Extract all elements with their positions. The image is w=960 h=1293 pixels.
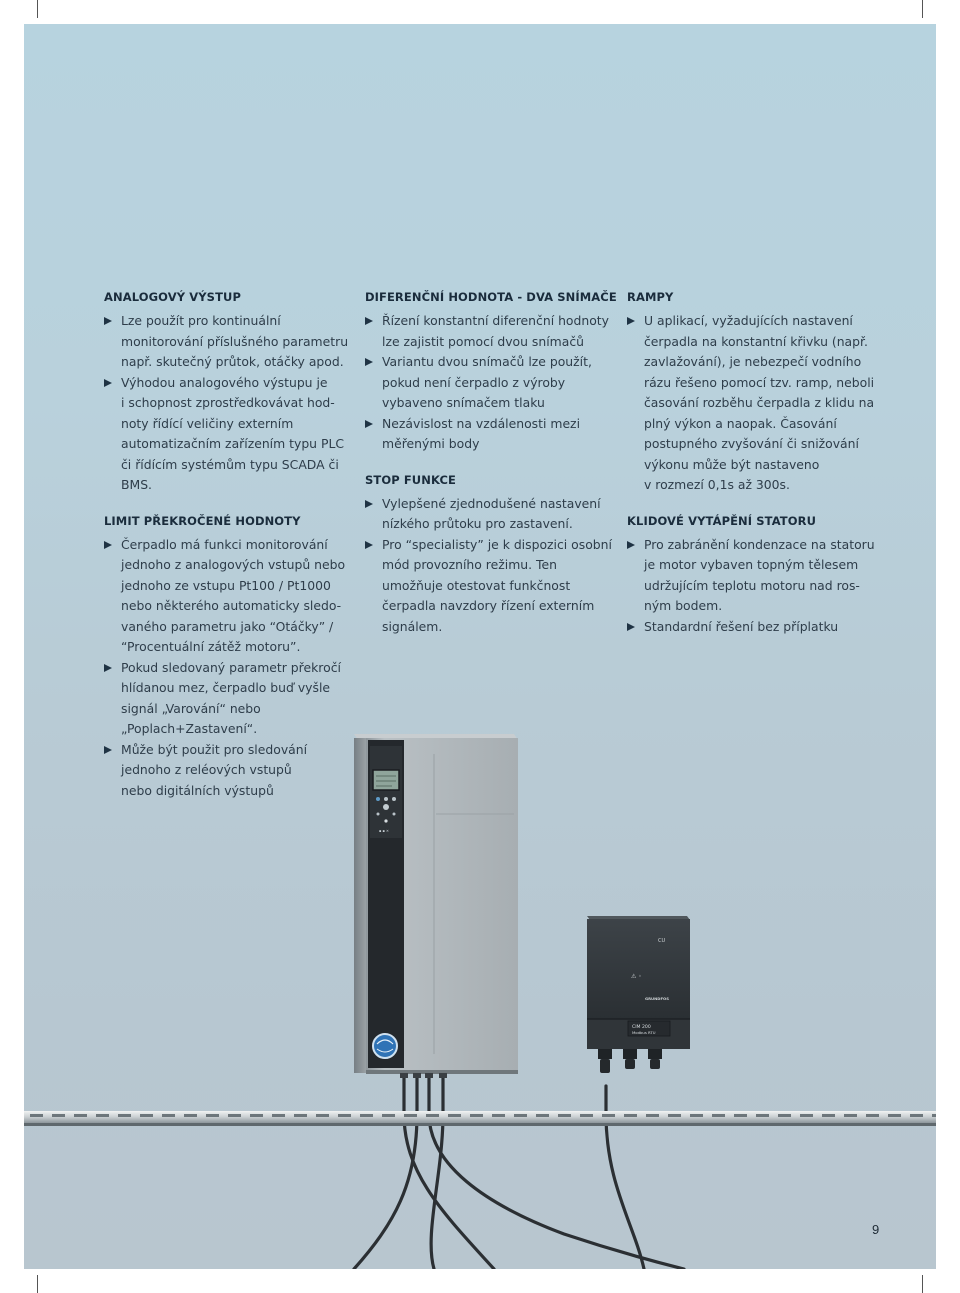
bullet-arrow-icon	[104, 317, 112, 325]
control-unit	[587, 916, 690, 1073]
section-heading: KLIDOVÉ VYTÁPĚNÍ STATORU	[627, 513, 817, 528]
rail-slot	[778, 1114, 791, 1117]
rail-slot	[866, 1114, 879, 1117]
list-item-line: postupného zvyšování či snižování	[644, 436, 859, 451]
cim-label-line2: Modbus RTU	[632, 1030, 656, 1035]
rail-slot	[734, 1114, 747, 1117]
text-section	[627, 289, 887, 496]
column-middle	[365, 289, 625, 654]
rail-slot	[118, 1114, 131, 1117]
section-heading: RAMPY	[627, 290, 674, 304]
list-item-line: čerpadla navzdory řízení externím	[382, 598, 595, 613]
list-item-line: Vylepšené zjednodušené nastavení	[382, 495, 601, 511]
rail-slot	[162, 1114, 175, 1117]
bullet-list	[365, 311, 625, 455]
bullet-arrow-icon	[104, 746, 112, 754]
bullet-list	[627, 311, 887, 496]
rail-slot	[140, 1114, 153, 1117]
rail-slot	[96, 1114, 109, 1117]
rail-slot	[690, 1114, 703, 1117]
status-led-icons: ⚠ ◦	[631, 973, 642, 980]
list-item-line: vaného parametru jako “Otáčky” /	[121, 618, 334, 634]
crop-mark	[37, 1275, 38, 1293]
list-item-line: Může být použit pro sledování	[121, 741, 308, 757]
rail-slot	[294, 1114, 307, 1117]
text-section	[627, 513, 887, 638]
rail-slot	[30, 1114, 43, 1117]
list-item-line: Pro zabránění kondenzace na statoru	[644, 536, 875, 552]
list-item-line: vybaveno snímačem tlaku	[382, 395, 545, 410]
list-item-line: U aplikací, vyžadujících nastavení	[644, 313, 853, 328]
column-right	[627, 289, 887, 654]
bullet-arrow-icon	[627, 317, 635, 325]
bullet-arrow-icon	[365, 358, 373, 366]
cables	[354, 1066, 684, 1269]
rail-slot	[52, 1114, 65, 1117]
rail-slot	[602, 1114, 615, 1117]
rail-slot	[448, 1114, 461, 1117]
rail-slot	[536, 1114, 549, 1117]
rail-slot	[228, 1114, 241, 1117]
list-item	[365, 414, 625, 455]
column-left	[104, 289, 349, 818]
list-item-line: výkonu může být nastaveno	[644, 456, 820, 472]
list-item	[627, 311, 887, 496]
list-item-line: nebo některého automaticky sledo-	[121, 598, 342, 613]
list-item-line: měřenými body	[382, 436, 480, 451]
list-item	[104, 740, 344, 802]
list-item-line: signál „Varování“ nebo	[121, 700, 261, 716]
list-item-line: Variantu dvou snímačů lze použít,	[382, 354, 592, 369]
list-item-line: ným bodem.	[644, 598, 723, 613]
rail-slot	[514, 1114, 527, 1117]
list-item-line: nízkého průtoku pro zastavení.	[382, 516, 573, 531]
bullet-arrow-icon	[365, 500, 373, 508]
rail-slot	[646, 1114, 659, 1117]
bullet-arrow-icon	[104, 664, 112, 672]
rail-slot	[404, 1114, 417, 1117]
list-item-line: mód provozního režimu. Ten	[382, 557, 557, 572]
list-item-line: rázu řešeno pomocí tzv. ramp, neboli	[644, 374, 875, 390]
list-item-line: v rozmezí 0,1s až 300s.	[644, 477, 790, 492]
rail-slot	[668, 1114, 681, 1117]
bullet-list	[104, 535, 344, 802]
bullet-arrow-icon	[627, 623, 635, 631]
rail-slot	[360, 1114, 373, 1117]
list-item-line: časování rozběhu čerpadla z klidu na	[644, 395, 875, 410]
rail-slot	[74, 1114, 87, 1117]
list-item-line: “Procentuální zátěž motoru”.	[121, 639, 301, 654]
text-section	[365, 289, 625, 455]
list-item-line: noty řídící veličiny externím	[121, 415, 294, 431]
list-item-line: jednoho z analogových vstupů nebo	[121, 557, 346, 572]
crop-mark	[922, 0, 923, 18]
list-item-line: Pro “specialisty” je k dispozici osobní	[382, 536, 612, 552]
list-item-line: automatizačním zařízením typu PLC	[121, 436, 345, 451]
rail-slot	[426, 1114, 439, 1117]
list-item	[104, 658, 344, 740]
list-item-line: BMS.	[121, 477, 152, 492]
list-item-line: Pokud sledovaný parametr překročí	[121, 659, 341, 675]
text-section	[365, 472, 625, 638]
bullet-list	[627, 535, 887, 638]
page-panel	[24, 24, 936, 1269]
list-item-line: je motor vybaven topným tělesem	[644, 557, 859, 572]
rail-slot	[492, 1114, 505, 1117]
rail-slot	[624, 1114, 637, 1117]
list-item-line: Standardní řešení bez příplatku	[644, 618, 839, 634]
bullet-arrow-icon	[104, 541, 112, 549]
list-item	[104, 535, 344, 658]
rail-slot	[558, 1114, 571, 1117]
list-item	[104, 311, 349, 373]
list-item-line: Nezávislost na vzdálenosti mezi	[382, 415, 581, 431]
bullet-arrow-icon	[104, 379, 112, 387]
list-item-line: „Poplach+Zastavení“.	[121, 721, 258, 736]
frequency-converter	[354, 734, 518, 1078]
section-heading: ANALOGOVÝ VÝSTUP	[104, 290, 241, 304]
rail-slot	[756, 1114, 769, 1117]
page-number: 9	[872, 1222, 880, 1237]
list-item-line: i schopnost zprostředkovávat hod-	[121, 395, 335, 410]
list-item-line: zavlažování), je nebezpečí vodního	[644, 354, 862, 369]
rail-slot	[580, 1114, 593, 1117]
rail-slot	[800, 1114, 813, 1117]
list-item	[365, 352, 625, 414]
list-item-line: Řízení konstantní diferenční hodnoty	[382, 313, 609, 328]
cu-mark: CU	[658, 938, 666, 944]
list-item-line: signálem.	[382, 618, 443, 634]
section-heading: DIFERENČNÍ HODNOTA - DVA SNÍMAČE	[365, 290, 617, 304]
list-item-line: či řídícím systémům typu SCADA či	[121, 456, 339, 472]
rail-slot	[712, 1114, 725, 1117]
text-section	[104, 289, 349, 496]
rail-slot	[206, 1114, 219, 1117]
list-item	[627, 535, 887, 617]
list-item	[365, 311, 625, 352]
bullet-list	[365, 494, 625, 638]
cim-label-line1: CIM 200	[632, 1025, 651, 1030]
rail-slot	[250, 1114, 263, 1117]
svg-text:▪ ▪ ✕: ▪ ▪ ✕	[379, 829, 389, 833]
list-item	[627, 617, 887, 638]
brand-logo: GRUNDFOS	[645, 996, 670, 1001]
list-item-line: lze zajistit pomocí dvou snímačů	[382, 333, 584, 349]
crop-mark	[922, 1275, 923, 1293]
list-item-line: umožňuje otestovat funkčnost	[382, 577, 571, 593]
list-item	[104, 373, 344, 496]
bullet-arrow-icon	[365, 420, 373, 428]
list-item	[365, 494, 625, 535]
text-section	[104, 513, 344, 802]
bullet-arrow-icon	[365, 317, 373, 325]
cable-rail	[24, 1111, 936, 1126]
section-heading: STOP FUNKCE	[365, 472, 456, 487]
list-item-line: čerpadla na konstantní křivku (např.	[644, 333, 868, 349]
bullet-arrow-icon	[627, 541, 635, 549]
list-item-line: hlídanou mez, čerpadlo buď vyšle	[121, 680, 331, 695]
rail-slot	[382, 1114, 395, 1117]
list-item-line: Lze použít pro kontinuální	[121, 313, 281, 328]
list-item-line: plný výkon a naopak. Časování	[644, 415, 837, 431]
list-item-line: Výhodou analogového výstupu je	[121, 374, 328, 390]
rail-slot	[272, 1114, 285, 1117]
crop-mark	[37, 0, 38, 18]
rail-slot	[316, 1114, 329, 1117]
list-item-line: udržujícím teplotu motoru nad ros-	[644, 577, 860, 593]
list-item-line: monitorování příslušného parametru	[121, 333, 349, 349]
rail-slot	[844, 1114, 857, 1117]
rail-slot	[888, 1114, 901, 1117]
rail-slot	[822, 1114, 835, 1117]
section-heading: LIMIT PŘEKROČENÉ HODNOTY	[104, 513, 301, 528]
list-item-line: Čerpadlo má funkci monitorování	[121, 536, 328, 552]
rail-slot	[470, 1114, 483, 1117]
bullet-list	[104, 311, 349, 496]
list-item-line: jednoho z reléových vstupů	[121, 762, 292, 777]
rail-slot	[338, 1114, 351, 1117]
rail-slot	[932, 1114, 936, 1117]
list-item-line: nebo digitálních výstupů	[121, 782, 274, 798]
rail-slot	[910, 1114, 923, 1117]
bullet-arrow-icon	[365, 541, 373, 549]
rail-slot	[184, 1114, 197, 1117]
list-item	[365, 535, 625, 638]
list-item-line: např. skutečný průtok, otáčky apod.	[121, 354, 344, 369]
list-item-line: jednoho ze vstupu Pt100 / Pt1000	[121, 577, 331, 593]
list-item-line: pokud není čerpadlo z výroby	[382, 374, 566, 390]
